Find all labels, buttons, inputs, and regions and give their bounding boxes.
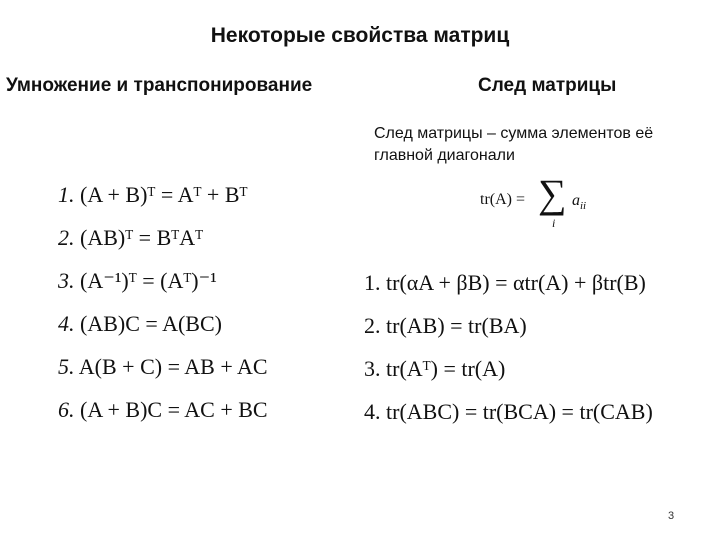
item-number: 2. bbox=[364, 313, 381, 338]
item-formula: tr(ABC) = tr(BCA) = tr(CAB) bbox=[386, 399, 653, 424]
sum-symbol: ∑ bbox=[538, 171, 567, 216]
term-subscript: ii bbox=[580, 200, 587, 213]
item-formula: (AB)C = A(BC) bbox=[80, 311, 222, 336]
term-symbol: a bbox=[572, 192, 580, 209]
item-formula: (A + B)ᵀ = Aᵀ + Bᵀ bbox=[80, 182, 248, 207]
page-number: 3 bbox=[668, 510, 675, 522]
trace-description: След матрицы – сумма элементов её главной диагонали bbox=[374, 125, 654, 164]
item-number: 1. bbox=[58, 182, 75, 207]
transpose-heading: Умножение и транспонирование bbox=[6, 75, 313, 96]
transpose-properties-list bbox=[58, 180, 268, 438]
item-formula: tr(Aᵀ) = tr(A) bbox=[386, 356, 506, 381]
item-number: 3. bbox=[58, 268, 75, 293]
sum-index: i bbox=[552, 216, 556, 230]
item-formula: A(B + C) = AB + AC bbox=[78, 354, 268, 379]
item-number: 3. bbox=[364, 356, 381, 381]
item-number: 1. bbox=[364, 270, 381, 295]
item-formula: tr(αA + βB) = αtr(A) + βtr(B) bbox=[386, 270, 646, 295]
item-number: 5. bbox=[58, 354, 75, 379]
list-item bbox=[58, 266, 268, 309]
item-formula: (A⁻¹)ᵀ = (Aᵀ)⁻¹ bbox=[80, 268, 217, 293]
item-number: 4. bbox=[364, 399, 381, 424]
list-item bbox=[58, 180, 268, 223]
item-formula: (A + B)C = AC + BC bbox=[80, 397, 268, 422]
trace-definition-formula bbox=[478, 171, 618, 234]
item-number: 6. bbox=[58, 397, 75, 422]
list-item bbox=[58, 352, 268, 395]
list-item bbox=[58, 223, 268, 266]
diagonal-term bbox=[572, 192, 586, 212]
slide-title: Некоторые свойства матриц bbox=[210, 24, 510, 47]
list-item bbox=[364, 397, 653, 440]
trace-heading: След матрицы bbox=[478, 75, 617, 96]
item-formula: (AB)ᵀ = BᵀAᵀ bbox=[80, 225, 204, 250]
trace-properties-list bbox=[364, 268, 653, 440]
item-formula: tr(AB) = tr(BA) bbox=[386, 313, 527, 338]
trace-lhs: tr(A) = bbox=[480, 191, 526, 208]
list-item bbox=[58, 395, 268, 438]
list-item bbox=[364, 268, 653, 311]
list-item bbox=[364, 354, 653, 397]
item-number: 4. bbox=[58, 311, 75, 336]
list-item bbox=[58, 309, 268, 352]
list-item bbox=[364, 311, 653, 354]
item-number: 2. bbox=[58, 225, 75, 250]
